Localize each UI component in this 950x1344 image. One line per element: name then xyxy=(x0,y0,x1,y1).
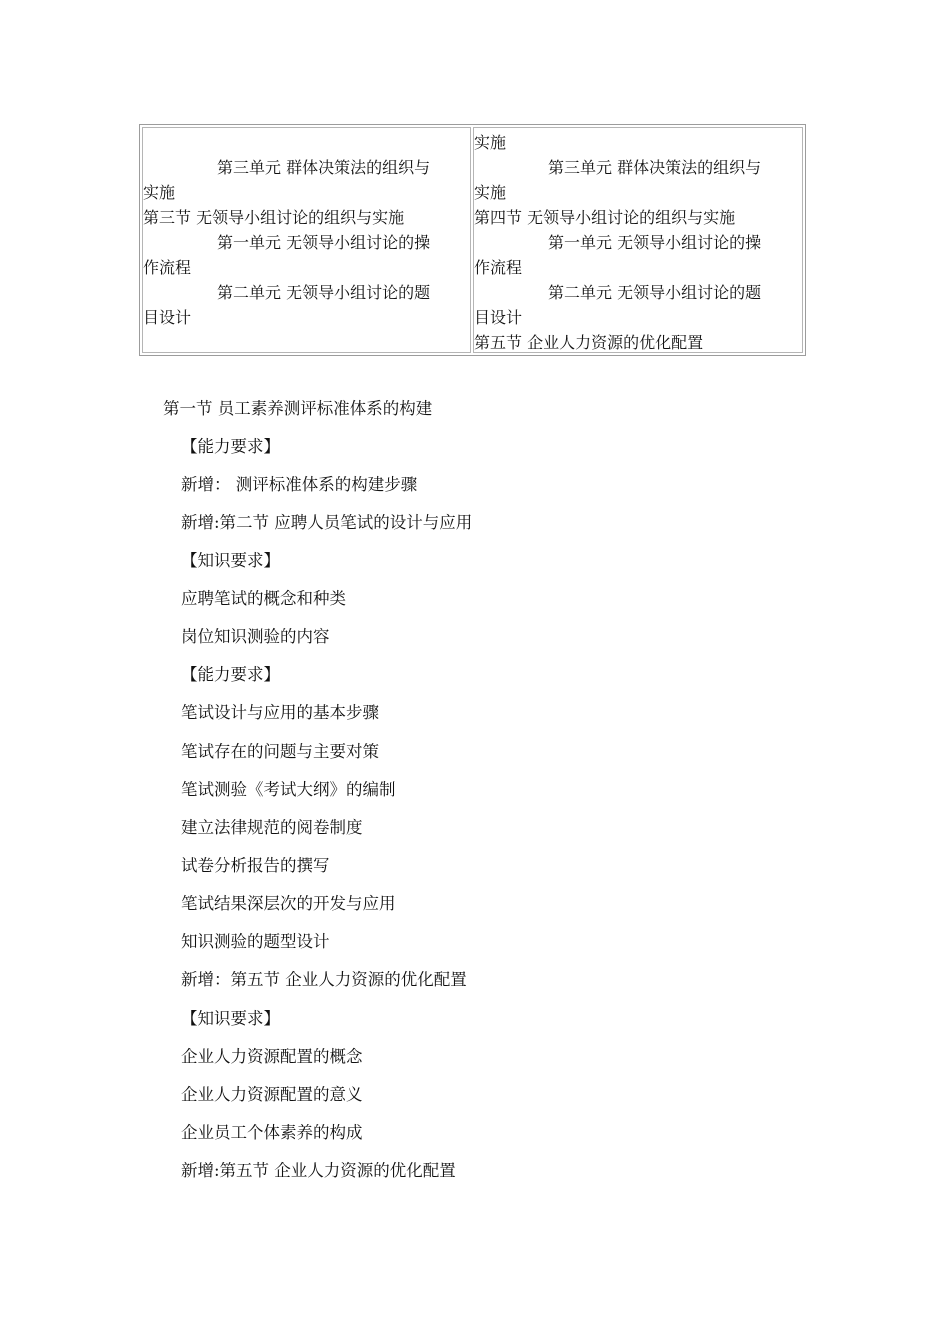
list-item: 新增： 测评标准体系的构建步骤 xyxy=(181,475,418,494)
list-item: 企业人力资源配置的意义 xyxy=(181,1085,363,1104)
table-line: 第四节 无领导小组讨论的组织与实施 xyxy=(474,208,736,227)
requirement-heading: 【能力要求】 xyxy=(181,437,280,456)
list-item: 企业人力资源配置的概念 xyxy=(181,1047,363,1066)
table-line: 第五节 企业人力资源的优化配置 xyxy=(474,333,704,352)
table-line: 第二单元 无领导小组讨论的题 xyxy=(217,283,431,302)
table-line: 目设计 xyxy=(474,308,523,327)
list-item: 知识测验的题型设计 xyxy=(181,932,330,951)
list-item: 岗位知识测验的内容 xyxy=(181,627,330,646)
comparison-table xyxy=(139,124,806,356)
list-item: 新增:第五节 企业人力资源的优化配置 xyxy=(181,1161,456,1180)
table-line: 作流程 xyxy=(143,258,192,277)
list-item: 笔试设计与应用的基本步骤 xyxy=(181,703,379,722)
table-line: 第三单元 群体决策法的组织与 xyxy=(548,158,762,177)
table-cell-right xyxy=(473,127,803,353)
table-line: 实施 xyxy=(474,133,507,152)
list-item: 试卷分析报告的撰写 xyxy=(181,856,330,875)
requirement-heading: 【知识要求】 xyxy=(181,1009,280,1028)
list-item: 应聘笔试的概念和种类 xyxy=(181,589,346,608)
list-item: 笔试结果深层次的开发与应用 xyxy=(181,894,396,913)
requirement-heading: 【知识要求】 xyxy=(181,551,280,570)
table-line: 第三单元 群体决策法的组织与 xyxy=(217,158,431,177)
list-item: 建立法律规范的阅卷制度 xyxy=(181,818,363,837)
table-line: 实施 xyxy=(143,183,176,202)
table-line: 目设计 xyxy=(143,308,192,327)
table-line: 实施 xyxy=(474,183,507,202)
list-item: 新增:第二节 应聘人员笔试的设计与应用 xyxy=(181,513,473,532)
table-line: 第一单元 无领导小组讨论的操 xyxy=(548,233,762,252)
list-item: 笔试存在的问题与主要对策 xyxy=(181,742,379,761)
requirement-heading: 【能力要求】 xyxy=(181,665,280,684)
list-item: 笔试测验《考试大纲》的编制 xyxy=(181,780,396,799)
list-item: 新增：第五节 企业人力资源的优化配置 xyxy=(181,970,467,989)
table-line: 第二单元 无领导小组讨论的题 xyxy=(548,283,762,302)
section-heading: 第一节 员工素养测评标准体系的构建 xyxy=(163,399,433,418)
table-cell-left xyxy=(142,127,471,353)
table-line: 作流程 xyxy=(474,258,523,277)
list-item: 企业员工个体素养的构成 xyxy=(181,1123,363,1142)
table-line: 第一单元 无领导小组讨论的操 xyxy=(217,233,431,252)
table-line: 第三节 无领导小组讨论的组织与实施 xyxy=(143,208,405,227)
